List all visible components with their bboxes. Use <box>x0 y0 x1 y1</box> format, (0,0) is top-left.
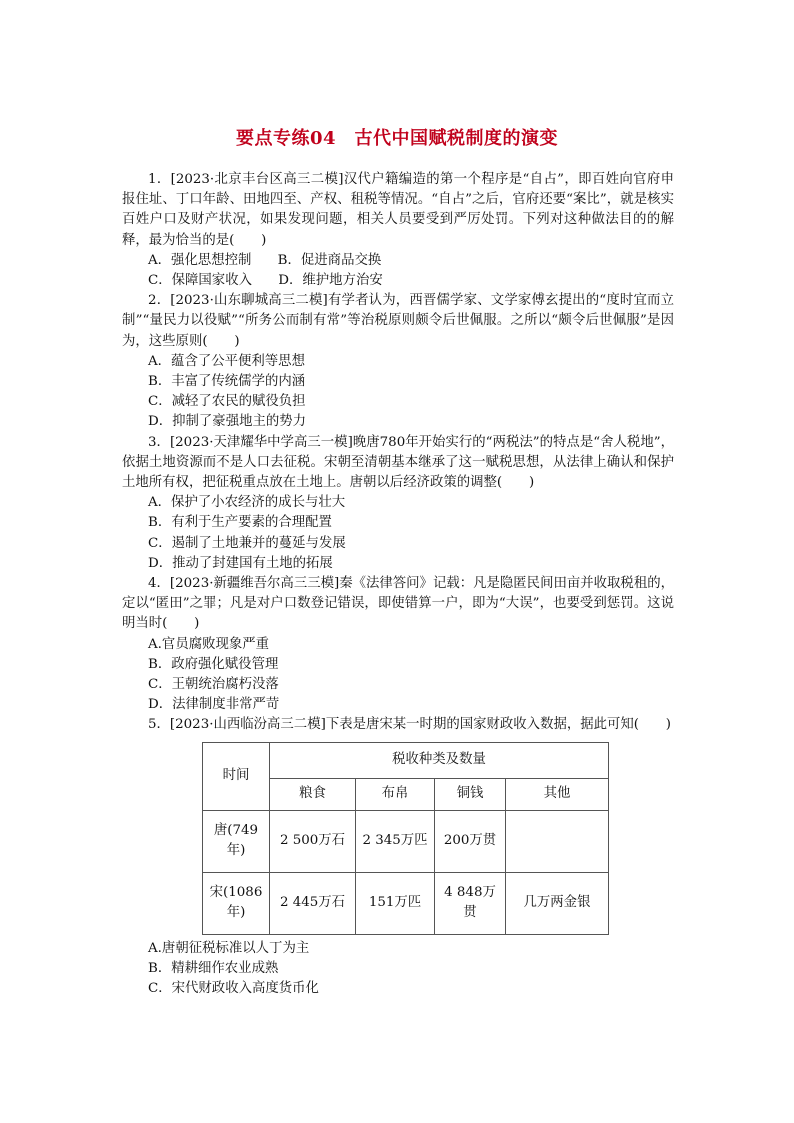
option-a: A．强化思想控制 <box>148 252 252 268</box>
question-stem: 4．[2023·新疆维吾尔高三三模]秦《法律答问》记载：凡是隐匿民间田亩并收取税租的，定以“匿田”之罪；凡是对户口数登记错误，即使错算一户，即为“大误”，也要受到惩罚。这说明当时( ) <box>122 576 674 632</box>
header-cloth: 布帛 <box>356 778 435 810</box>
question-5 <box>122 715 674 999</box>
option-b: B．丰富了传统儒学的内涵 <box>148 374 306 390</box>
table-cell: 2 445万石 <box>270 872 356 934</box>
option-d: D．法律制度非常严苛 <box>148 697 280 713</box>
option-c: C．减轻了农民的赋役负担 <box>148 394 306 410</box>
question-stem: 2．[2023·山东聊城高三二模]有学者认为，西晋儒学家、文学家傅玄提出的“度时宜而立制”“量民力以役赋”“所务公而制有常”等治税原则颇令后世佩服。之所以“颇令后世佩服”是因为，这些原则( ) <box>122 293 674 349</box>
option-b: B．促进商品交换 <box>277 252 382 268</box>
table-cell: 4 848万贯 <box>435 872 506 934</box>
option-c: C．宋代财政收入高度货币化 <box>148 981 319 997</box>
option-a: A．蕴含了公平便利等思想 <box>148 353 305 369</box>
table-cell: 151万匹 <box>356 872 435 934</box>
option-b: B．政府强化赋役管理 <box>148 656 279 672</box>
question-3 <box>122 433 674 574</box>
option-b: B．精耕细作农业成熟 <box>148 960 279 976</box>
table-row <box>203 810 609 872</box>
row-time: 宋(1086年) <box>203 872 270 934</box>
row-time: 唐(749年) <box>203 810 270 872</box>
question-list <box>122 170 674 999</box>
option-c: C．王朝统治腐朽没落 <box>148 677 279 693</box>
option-d: D．抑制了豪强地主的势力 <box>148 414 307 430</box>
option-row <box>122 271 674 291</box>
table-cell <box>506 810 609 872</box>
header-grain: 粮食 <box>270 778 356 810</box>
table-row <box>203 872 609 934</box>
option-c: C．保障国家收入 <box>148 273 252 289</box>
question-stem: 3．[2023·天津耀华中学高三一模]晚唐780年开始实行的“两税法”的特点是“舍人税地”，依据土地资源而不是人口去征税。宋朝至清朝基本继承了这一赋税思想，从法律上确认和保护土地所有权，把征税重点放在土地上。唐朝以后经济政策的调整( ) <box>122 434 674 491</box>
option-a: A.唐朝征税标准以人丁为主 <box>148 940 310 956</box>
table-cell: 几万两金银 <box>506 872 609 934</box>
page-title: 要点专练04 古代中国赋税制度的演变 <box>235 128 559 149</box>
question-stem: 5．[2023·山西临汾高三二模]下表是唐宋某一时期的国家财政收入数据，据此可知( ) <box>148 717 672 733</box>
question-2 <box>122 291 674 432</box>
option-d: D．维护地方治安 <box>278 273 383 289</box>
option-row <box>122 251 674 271</box>
option-c: C．遏制了土地兼并的蔓延与发展 <box>148 535 346 551</box>
option-a: A．保护了小农经济的成长与壮大 <box>148 495 346 511</box>
table-cell: 2 500万石 <box>270 810 356 872</box>
option-b: B．有利于生产要素的合理配置 <box>148 515 332 531</box>
question-4 <box>122 574 674 715</box>
table-cell: 200万贯 <box>435 810 506 872</box>
header-copper-coins: 铜钱 <box>435 778 506 810</box>
option-d: D．推动了封建国有土地的拓展 <box>148 555 333 571</box>
header-other: 其他 <box>506 778 609 810</box>
option-a: A.官员腐败现象严重 <box>148 636 270 652</box>
header-tax-types: 税收种类及数量 <box>270 742 609 778</box>
header-time: 时间 <box>203 742 270 810</box>
table-cell: 2 345万匹 <box>356 810 435 872</box>
question-stem: 1．[2023·北京丰台区高三二模]汉代户籍编造的第一个程序是“自占”，即百姓向官府申报住址、丁口年龄、田地四至、产权、租税等情况。“自占”之后，官府还要“案比”，就是核实百姓户口及财产状况，如果发现问题，相关人员要受到严厉处罚。下列对这种做法目的的解释，最为恰当的是( ) <box>122 172 674 248</box>
question-1 <box>122 170 674 291</box>
tax-revenue-table <box>202 742 609 935</box>
